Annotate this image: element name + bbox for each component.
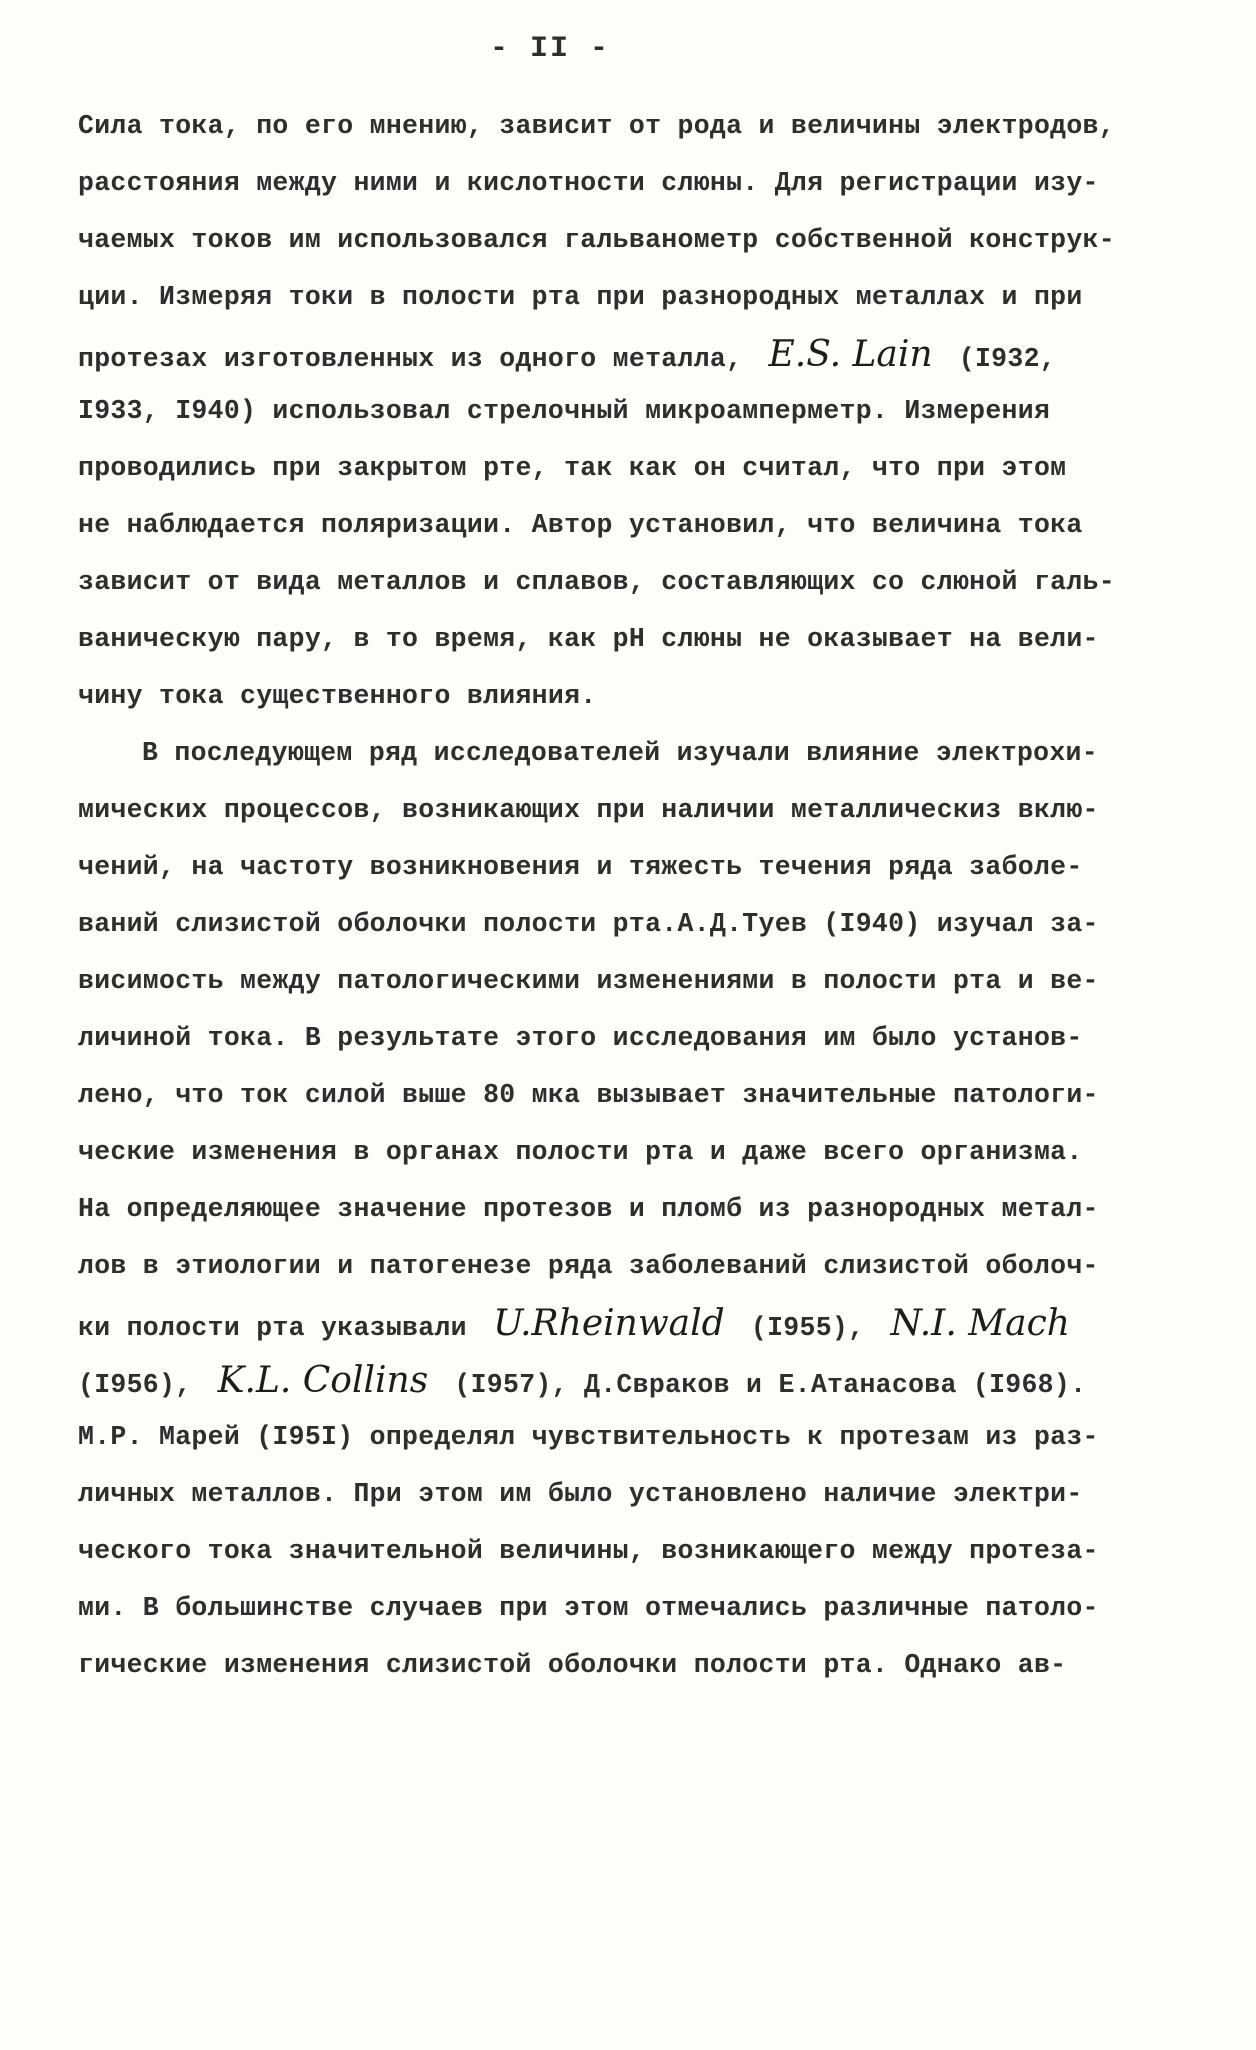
text-line [78, 1352, 1188, 1409]
line-text: I933, I940) использовал стрелочный микроамперметр. Измерения [78, 396, 1051, 426]
line-text: М.Р. Марей (I95I) определял чувствительность к протезам из раз- [78, 1422, 1099, 1452]
line-text: висимость между патологическими изменениями в полости рта и ве- [78, 966, 1099, 996]
text-line [78, 1124, 1188, 1181]
line-text: расстояния между ними и кислотности слюны. Для регистрации изу- [78, 168, 1099, 198]
text-line [78, 1523, 1188, 1580]
text-line [78, 1067, 1188, 1124]
handwritten-author-name: E.S. Lain [768, 334, 933, 375]
text-line [78, 839, 1188, 896]
text-line [78, 953, 1188, 1010]
text-line [78, 1181, 1188, 1238]
text-line [78, 1238, 1188, 1295]
text-line [78, 554, 1188, 611]
text-line [78, 383, 1188, 440]
text-line [78, 497, 1188, 554]
text-line [78, 896, 1188, 953]
text-line [78, 1409, 1188, 1466]
line-text-continued: (I955), [750, 1313, 865, 1343]
line-text-continued: (I957), Д.Свраков и Е.Атанасова (I968). [454, 1370, 1087, 1400]
text-line [78, 212, 1188, 269]
line-text: протезах изготовленных из одного металла, [78, 344, 743, 374]
text-line [78, 155, 1188, 212]
line-text: На определяющее значение протезов и пломб из разнородных метал- [78, 1194, 1099, 1224]
text-line [78, 725, 1188, 782]
line-text: В последующем ряд исследователей изучали влияние электрохи- [142, 738, 1098, 768]
text-line [78, 1010, 1188, 1067]
text-line [78, 782, 1188, 839]
text-line [78, 1466, 1188, 1523]
line-text: лов в этиологии и патогенезе ряда заболеваний слизистой оболоч- [78, 1251, 1099, 1281]
line-text: ческие изменения в органах полости рта и даже всего организма. [78, 1137, 1083, 1167]
line-text: чину тока существенного влияния. [78, 681, 597, 711]
line-text: ческого тока значительной величины, возникающего между протеза- [78, 1536, 1099, 1566]
line-text: ки полости рта указывали [78, 1313, 467, 1343]
line-text: чений, на частоту возникновения и тяжесть течения ряда заболе- [78, 852, 1083, 882]
page-number: - II - [489, 32, 611, 66]
line-text: Сила тока, по его мнению, зависит от рода и величины электродов, [78, 111, 1115, 141]
line-text: зависит от вида металлов и сплавов, составляющих со слюной галь- [78, 567, 1115, 597]
line-text: гические изменения слизистой оболочки полости рта. Однако ав- [78, 1650, 1067, 1680]
line-text: личиной тока. В результате этого исследования им было установ- [78, 1023, 1083, 1053]
line-text: ции. Измеряя токи в полости рта при разнородных металлах и при [78, 282, 1083, 312]
handwritten-author-name: K.L. Collins [217, 1360, 429, 1401]
text-line [78, 611, 1188, 668]
line-text: ваний слизистой оболочки полости рта.А.Д.Туев (I940) изучал за- [78, 909, 1099, 939]
line-text: чаемых токов им использовался гальванометр собственной конструк- [78, 225, 1115, 255]
line-text: проводились при закрытом рте, так как он считал, что при этом [78, 453, 1067, 483]
handwritten-author-name: U.Rheinwald [493, 1303, 725, 1344]
text-line [78, 440, 1188, 497]
line-text: лено, что ток силой выше 80 мка вызывает значительные патологи- [78, 1080, 1099, 1110]
body-text [78, 98, 1188, 1694]
line-text: ми. В большинстве случаев при этом отмечались различные патоло- [78, 1593, 1099, 1623]
line-text: ваническую пару, в то время, как рН слюны не оказывает на вели- [78, 624, 1099, 654]
line-text: мических процессов, возникающих при наличии металлическиз вклю- [78, 795, 1099, 825]
text-line [78, 326, 1188, 383]
text-line [78, 1295, 1188, 1352]
handwritten-author-name: N.I. Mach [890, 1303, 1070, 1344]
line-text: не наблюдается поляризации. Автор установил, что величина тока [78, 510, 1083, 540]
text-line [78, 1637, 1188, 1694]
line-text: личных металлов. При этом им было установлено наличие электри- [78, 1479, 1083, 1509]
text-line [78, 98, 1188, 155]
line-text-continued: (I932, [958, 344, 1056, 374]
text-line [78, 668, 1188, 725]
text-line [78, 1580, 1188, 1637]
line-text: (I956), [78, 1370, 192, 1400]
text-line [78, 269, 1188, 326]
